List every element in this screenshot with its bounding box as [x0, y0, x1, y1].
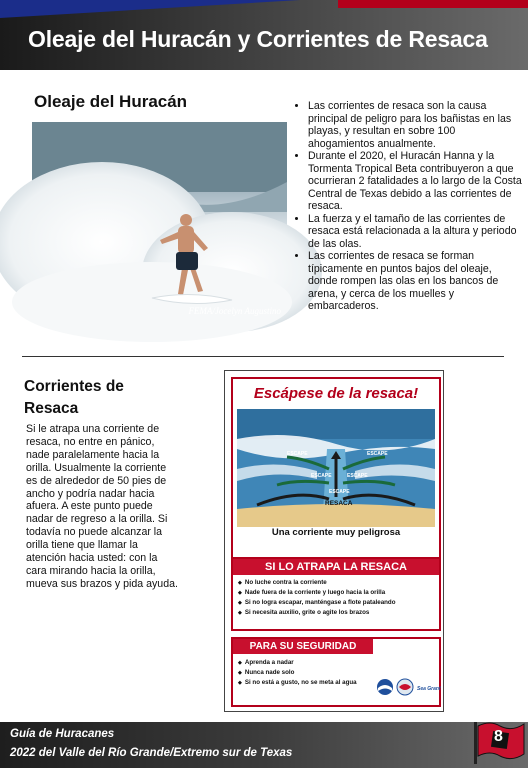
section-title-rip-currents: Corrientes de Resaca	[24, 378, 124, 417]
photo-credit: FEMA/Jocelyn Augustino	[188, 306, 281, 316]
if-caught-item: ◆ Nade fuera de la corriente y luego hacia la orilla	[247, 588, 439, 598]
rip-current-label: RESACA	[325, 500, 353, 507]
escape-label: ESCAPE	[287, 451, 308, 457]
safety-list	[233, 658, 387, 688]
fact-item: • Las corrientes de resaca se forman típicamente en puntos bajos del oleaje, donde rompen las olas en los bancos de arena, y cerca de los muelles y embarcaderos.	[308, 250, 522, 313]
page-title: Oleaje del Huracán y Corrientes de Resaca	[28, 26, 488, 52]
escape-label: ESCAPE	[367, 451, 388, 457]
sea-grant-logo: Sea Grant	[417, 686, 441, 692]
if-caught-item: ◆ No luche contra la corriente	[247, 578, 439, 588]
safety-panel	[231, 637, 441, 707]
rip-current-poster	[224, 370, 444, 712]
footer-guide-subtitle: 2022 del Valle del Río Grande/Extremo sur de Texas	[10, 747, 293, 759]
fact-item: • Las corrientes de resaca son la causa principal de peligro para los bañistas en las playas, y resultan en sobre 100 ahogamientos anualmente.	[308, 100, 522, 150]
header-red-stripe	[338, 0, 528, 8]
escape-label: ESCAPE	[347, 473, 368, 479]
agency-logos	[375, 675, 441, 699]
page-footer	[0, 722, 528, 768]
section-title-hurricane-surf: Oleaje del Huracán	[34, 92, 188, 111]
page-header	[0, 0, 528, 70]
header-blue-wedge	[0, 0, 300, 18]
escape-label: ESCAPE	[329, 489, 350, 495]
fact-item: • La fuerza y el tamaño de las corrientes de resaca está relacionada a la altura y periodo de las olas.	[308, 213, 522, 251]
footer-guide-title: Guía de Huracanes	[10, 728, 115, 740]
safety-item: ◆ Aprenda a nadar	[247, 658, 387, 668]
poster-diagram-panel	[231, 377, 441, 571]
if-caught-item: ◆ Si no logra escapar, manténgase a flote pataleando	[247, 598, 439, 608]
rip-current-advice-text: Si le atrapa una corriente de resaca, no entre en pánico, nade paralelamente hacia la orilla. Usualmente la corriente es de alrededor de 50 pies de ancho y podría nadar hacia afuera. A este punto puede nadar de regreso a la orilla. Si todavía no puede alcanzar la orilla tiene que llamar la atención hacia usted: con la cara mirando hacia la orilla, mueva sus brazos y pida ayuda.	[26, 423, 178, 590]
rip-current-diagram	[237, 409, 435, 527]
danger-caption: Una corriente muy peligrosa	[263, 527, 409, 541]
poster-title: Escápese de la resaca!	[253, 385, 419, 402]
fact-item: • Durante el 2020, el Huracán Hanna y la Tormenta Tropical Beta contribuyeron a que ocurrieran 2 fatalidades a lo largo de la Costa Central de Texas debido a las corrientes de resaca.	[308, 150, 522, 213]
if-caught-list	[233, 578, 439, 618]
if-caught-panel	[231, 557, 441, 631]
page-number: 8	[494, 728, 503, 745]
safety-item: ◆ Nunca nade solo	[247, 668, 387, 678]
escape-label: ESCAPE	[311, 473, 332, 479]
safety-header: PARA SU SEGURIDAD	[233, 639, 373, 654]
surfer-photo-drawing	[32, 122, 287, 320]
safety-item: ◆ Si no está a gusto, no se meta al agua	[247, 678, 387, 688]
surfer-photo	[32, 122, 287, 320]
section-divider	[22, 356, 504, 357]
if-caught-header: SI LO ATRAPA LA RESACA	[233, 559, 439, 575]
if-caught-item: ◆ Si necesita auxilio, grite o agite los brazos	[247, 608, 439, 618]
rip-current-facts-list	[292, 100, 522, 313]
